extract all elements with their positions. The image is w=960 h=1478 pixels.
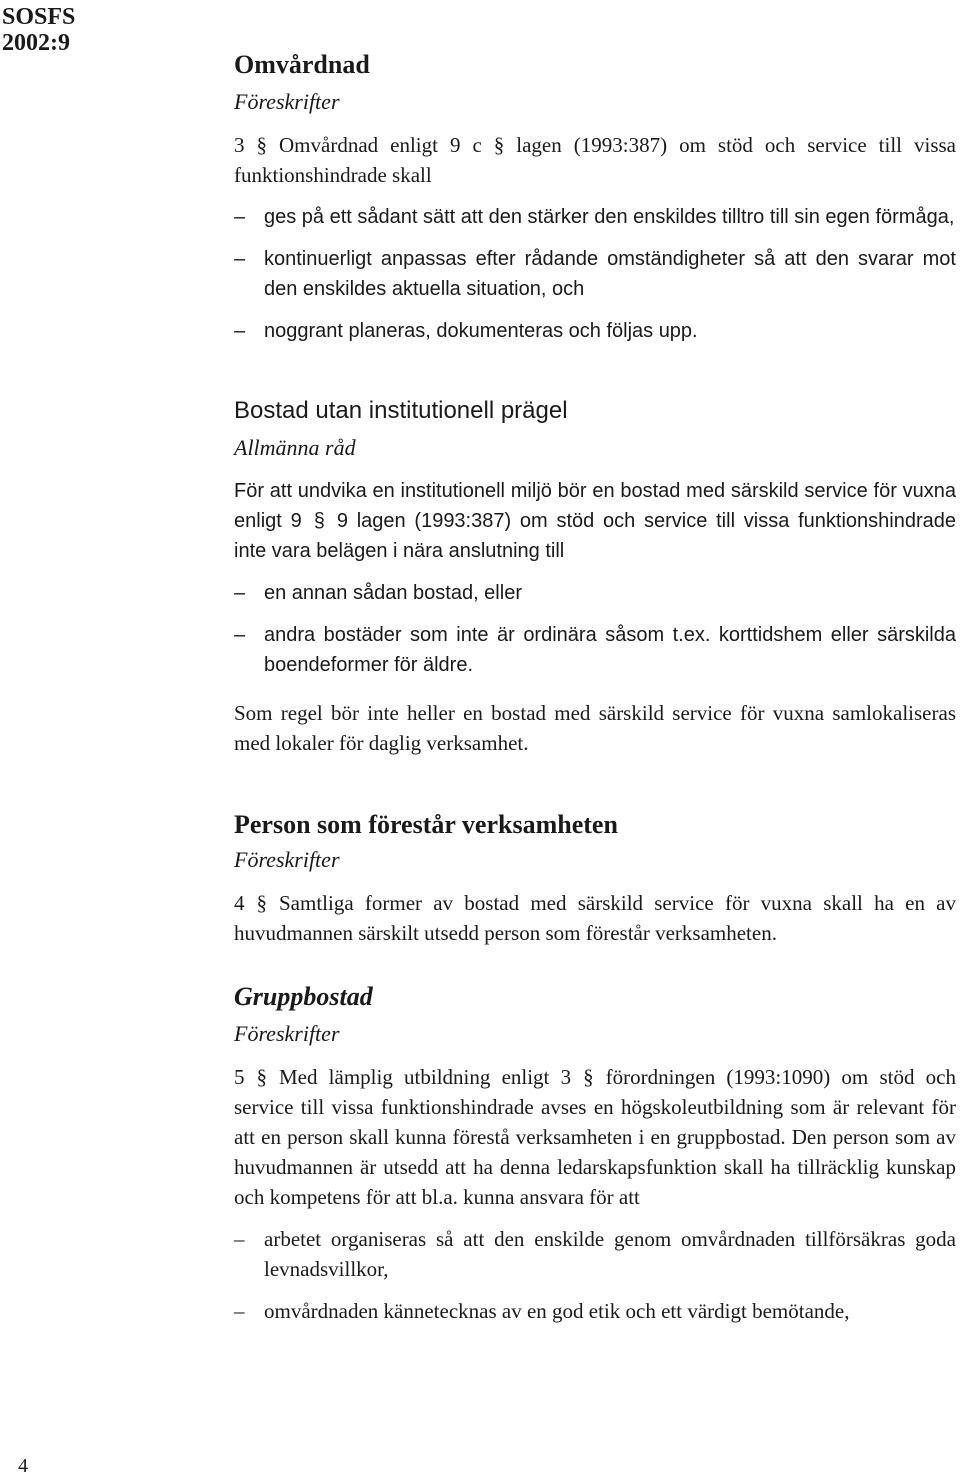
list-item-text: arbetet organiseras så att den enskilde genom omvårdnaden tillförsäkras goda levnadsvillkor,	[264, 1227, 956, 1281]
list-item	[234, 578, 956, 608]
dash-bullet: –	[234, 1299, 245, 1323]
list-item-text: omvårdnaden kännetecknas av en god etik och ett värdigt bemötande,	[264, 1299, 850, 1323]
list-item-text: ges på ett sådant sätt att den stärker den enskildes tilltro till sin egen förmåga,	[264, 206, 955, 228]
paragraph-3	[234, 130, 956, 190]
paragraph-4	[234, 888, 956, 948]
section-symbol: §	[256, 133, 267, 157]
paragraph-text: För att undvika en institutionell miljö bör en bostad med särskild service för vuxna enligt 9	[234, 480, 956, 532]
paragraph-text: Med lämplig utbildning enligt 3	[279, 1065, 572, 1089]
dash-bullet: –	[234, 624, 246, 646]
page-number: 4	[18, 1455, 28, 1477]
doc-id-line1: SOSFS	[2, 4, 76, 30]
list-item	[234, 620, 956, 680]
dash-bullet: –	[234, 1227, 245, 1251]
paragraph-text: 9 lagen (1993:387) om stöd och service till vissa funktionshindrade inte vara belägen i nära anslutning till	[234, 510, 956, 562]
section-symbol: §	[256, 1065, 267, 1089]
section-title-bostad: Bostad utan institutionell prägel	[234, 397, 568, 424]
paragraph-number: 4	[234, 891, 245, 915]
paragraph-text: lagen (1993:387) om stöd och service till vissa funktionshindrade skall	[234, 133, 957, 187]
paragraph-text: Samtliga former av bostad med särskild service för vuxna skall ha en av huvudmannen särskilt utsedd person som förestår verksamheten.	[234, 891, 956, 945]
paragraph-allmanna-rad	[234, 476, 956, 566]
section-symbol: §	[313, 510, 325, 532]
list-item	[234, 202, 956, 232]
dash-bullet: –	[234, 206, 246, 228]
list-item	[234, 244, 956, 304]
document-id	[2, 4, 75, 56]
doc-id-line2: 2002:9	[2, 30, 70, 56]
section-title-gruppbostad: Gruppbostad	[234, 982, 373, 1011]
list-item-text: en annan sådan bostad, eller	[264, 582, 522, 604]
section-subtitle-bostad: Allmänna råd	[234, 435, 356, 460]
section-subtitle-omvardnad: Föreskrifter	[234, 89, 340, 114]
paragraph-text: förordningen (1993:1090) om stöd och service till vissa funktionshindrade avses en högskoleutbildning som är relevant för att en person skall kunna förestå verksamheten i en gruppbostad. Den person som av huvudmannen är utsedd att ha denna ledarskapsfunktion skall ha tillräcklig kunskap och kompetens för att bl.a. kunna ansvara för att	[234, 1065, 956, 1209]
section-symbol: §	[493, 133, 505, 157]
paragraph-5	[234, 1062, 956, 1212]
list-item	[234, 1224, 956, 1284]
section-subtitle-gruppbostad: Föreskrifter	[234, 1021, 340, 1046]
section-symbol: §	[256, 891, 267, 915]
dash-bullet: –	[234, 320, 246, 342]
dash-bullet: –	[234, 582, 246, 604]
list-item-text: andra bostäder som inte är ordinära såsom t.ex. korttidshem eller särskilda boendeformer för äldre.	[264, 624, 956, 676]
section-title-omvardnad: Omvårdnad	[234, 50, 370, 79]
paragraph-text: Omvårdnad enligt 9 c	[279, 133, 482, 157]
list-item-text: kontinuerligt anpassas efter rådande omständigheter så att den svarar mot den enskildes aktuella situation, och	[264, 248, 956, 300]
paragraph-number: 3	[234, 133, 245, 157]
section-title-person: Person som förestår verksamheten	[234, 810, 618, 839]
dash-bullet: –	[234, 248, 246, 270]
list-item-text: noggrant planeras, dokumenteras och följas upp.	[264, 320, 698, 342]
section-subtitle-person: Föreskrifter	[234, 847, 340, 872]
paragraph-samlokalisering: Som regel bör inte heller en bostad med särskild service för vuxna samlokaliseras med lokaler för daglig verksamhet.	[234, 701, 956, 755]
list-item	[234, 1296, 956, 1326]
section-symbol: §	[583, 1065, 594, 1089]
paragraph-number: 5	[234, 1065, 245, 1089]
list-item	[234, 316, 956, 346]
document-body	[234, 50, 956, 1326]
